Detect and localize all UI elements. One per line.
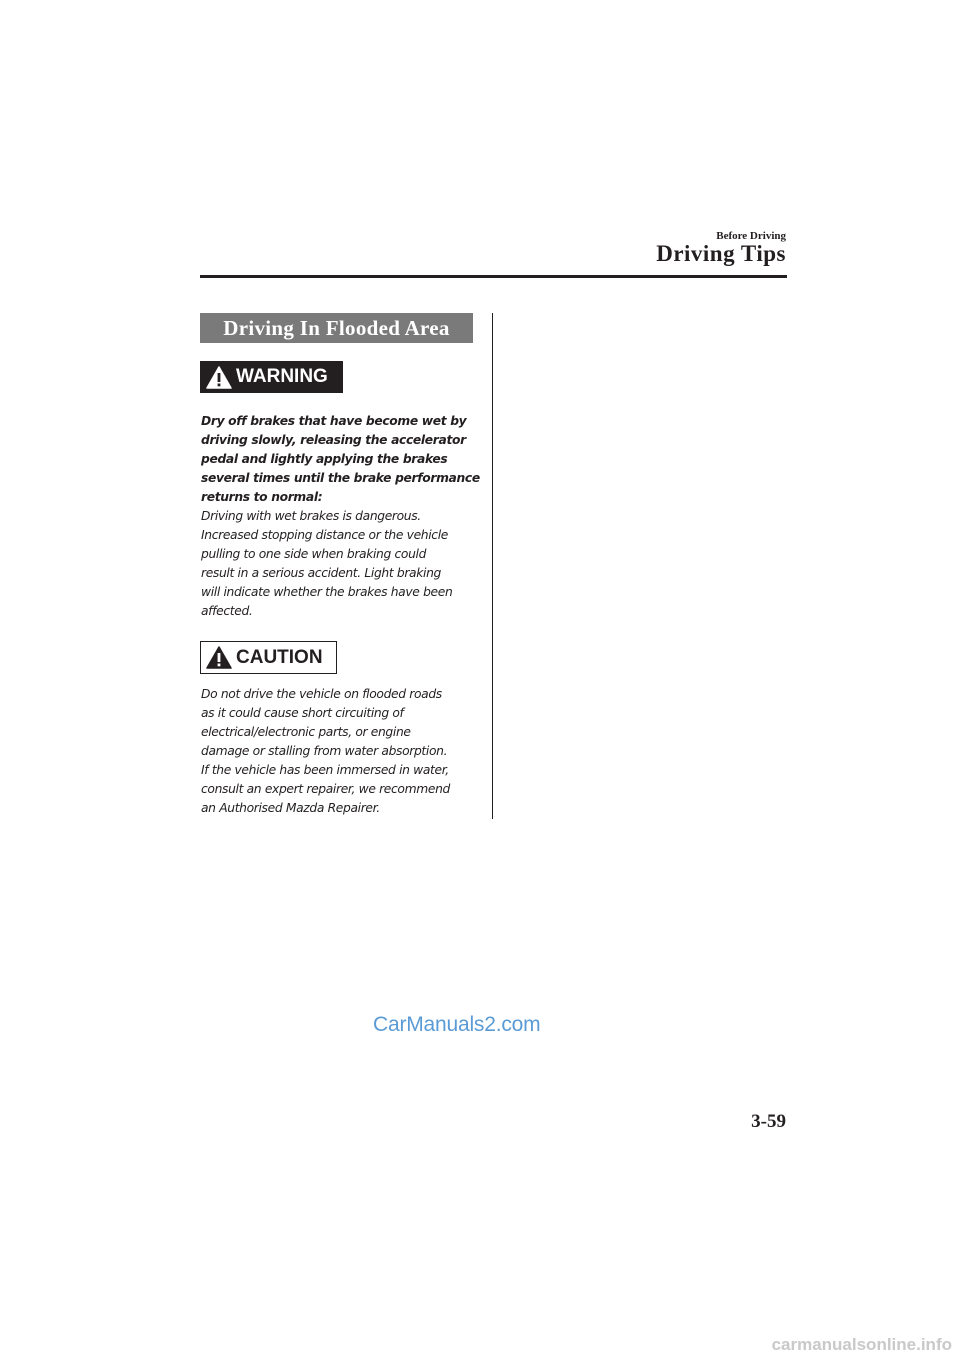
- warning-label: [200, 361, 343, 393]
- caution-body: [201, 685, 476, 818]
- warning-bold-line: several times until the brake performance: [201, 471, 480, 485]
- section-title-bar: [200, 313, 473, 343]
- warning-body: [201, 412, 480, 621]
- warning-triangle-icon: [206, 366, 232, 389]
- warning-line: Increased stopping distance or the vehicle: [201, 528, 448, 542]
- caution-line: as it could cause short circuiting of: [201, 706, 404, 720]
- header-section-title: Driving Tips: [656, 241, 786, 266]
- watermark-link[interactable]: CarManuals2.com: [373, 1013, 541, 1036]
- caution-line: If the vehicle has been immersed in water,: [201, 763, 449, 777]
- warning-line: will indicate whether the brakes have been: [201, 585, 453, 599]
- caution-triangle-icon: [206, 646, 232, 669]
- caution-line: damage or stalling from water absorption.: [201, 744, 448, 758]
- warning-line: affected.: [201, 604, 253, 618]
- section-title: Driving In Flooded Area: [223, 315, 450, 340]
- column-divider: [492, 313, 493, 819]
- header-chapter: Before Driving: [716, 230, 786, 242]
- page-number: 3-59: [751, 1111, 786, 1132]
- warning-bold-line: pedal and lightly applying the brakes: [201, 452, 448, 466]
- warning-line: Driving with wet brakes is dangerous.: [201, 509, 421, 523]
- warning-bold-line: returns to normal:: [201, 490, 323, 504]
- caution-label-text: CAUTION: [236, 646, 323, 668]
- caution-label: [200, 641, 337, 674]
- caution-line: electrical/electronic parts, or engine: [201, 725, 411, 739]
- header-rule: [200, 275, 787, 278]
- warning-bold-line: driving slowly, releasing the accelerator: [201, 433, 466, 447]
- caution-line: Do not drive the vehicle on flooded roads: [201, 687, 442, 701]
- warning-line: pulling to one side when braking could: [201, 547, 427, 561]
- caution-line: consult an expert repairer, we recommend: [201, 782, 450, 796]
- footer-site-watermark[interactable]: carmanualsonline.info: [771, 1335, 952, 1354]
- warning-bold-line: Dry off brakes that have become wet by: [201, 414, 467, 428]
- warning-label-text: WARNING: [236, 366, 328, 387]
- warning-line: result in a serious accident. Light braking: [201, 566, 441, 580]
- caution-line: an Authorised Mazda Repairer.: [201, 801, 380, 815]
